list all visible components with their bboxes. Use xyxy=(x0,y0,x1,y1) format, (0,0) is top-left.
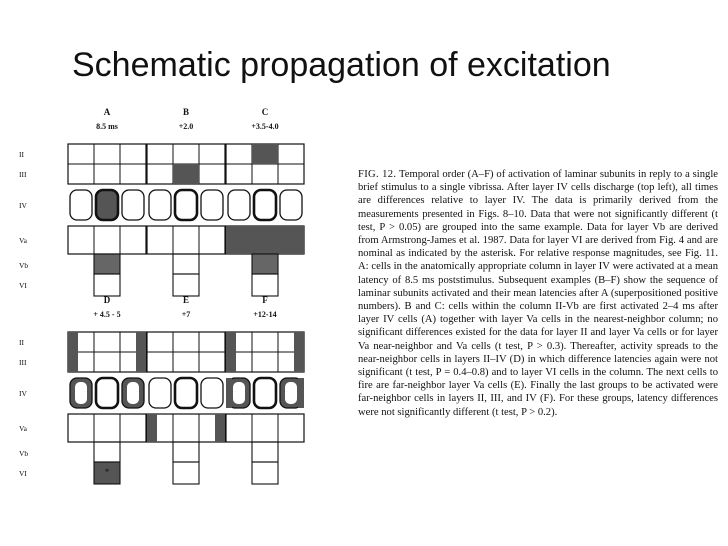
panel-time: + 4.5 - 5 xyxy=(93,310,121,319)
layer-va-block xyxy=(147,414,225,442)
activated-cell xyxy=(226,332,236,372)
layer-label-iv: IV xyxy=(19,389,27,398)
activated-cell xyxy=(252,226,278,254)
layer-label-iii: III xyxy=(19,358,27,367)
panel-letter: E xyxy=(182,295,190,305)
activated-cell xyxy=(298,378,304,408)
panel-letter: F xyxy=(262,295,268,305)
activated-cell xyxy=(173,164,199,184)
layer-vb-cell xyxy=(94,254,120,274)
layer-label-vi: VI xyxy=(19,281,27,290)
activated-cell xyxy=(226,378,232,408)
layer-iv-barrel xyxy=(228,190,250,220)
layer-vi-cell xyxy=(173,274,199,296)
panel-time: +7 xyxy=(181,310,191,319)
layer-vb-cell xyxy=(173,254,199,274)
layer-iv-barrel xyxy=(175,190,197,220)
layer-label-ii: II xyxy=(19,338,24,347)
panel-time: +12-14 xyxy=(253,310,277,319)
barrel-core xyxy=(127,382,139,404)
layer-label-vi: VI xyxy=(19,469,27,478)
activated-cell xyxy=(226,226,252,254)
layer-iv-barrel xyxy=(254,378,276,408)
layer-iv-barrel xyxy=(70,190,92,220)
layer-iv-barrel xyxy=(175,378,197,408)
layer-iv-barrel xyxy=(280,190,302,220)
activated-cell xyxy=(278,226,304,254)
panel-letter: B xyxy=(182,107,190,117)
layer-va-block xyxy=(147,226,225,254)
layer-vi-cell xyxy=(252,462,278,484)
layer-vb-cell xyxy=(252,254,278,274)
layer-iv-barrel xyxy=(201,190,223,220)
layer-label-va: Va xyxy=(19,236,27,245)
barrel-core xyxy=(75,382,87,404)
layer-iv-barrel xyxy=(149,190,171,220)
panel-time: 8.5 ms xyxy=(96,122,118,131)
layer-vb-cell xyxy=(252,442,278,462)
layer-vi-cell xyxy=(252,274,278,296)
panel-time: +2.0 xyxy=(178,122,194,131)
figure-caption xyxy=(358,168,718,419)
barrel-core xyxy=(285,382,297,404)
activated-cell xyxy=(215,414,225,442)
barrel-core xyxy=(233,382,245,404)
activated-cell xyxy=(136,332,146,372)
layer-iv-barrel xyxy=(201,378,223,408)
layer-iv-barrel xyxy=(254,190,276,220)
activated-cell xyxy=(147,414,157,442)
layer-vi-cell xyxy=(173,462,199,484)
layer-va-block xyxy=(68,226,146,254)
layer-vb-cell xyxy=(94,442,120,462)
layer-label-ii: II xyxy=(19,150,24,159)
layer-label-va: Va xyxy=(19,424,27,433)
caption-head: FIG. 12. xyxy=(358,169,397,180)
layer-iv-barrel xyxy=(96,190,118,220)
caption-text: Temporal order (A–F) of activation of laminar subunits in reply to a single brief stimulus to a single vibrissa. After layer IV cells discharge (top left), all times are differences relative to layer IV. The data is primarily derived from the measurements presented in Figs. 8–10. Data that were not significantly different (t test, P > 0.05) are grouped into the same example. Data for layer Vb are derived from Armstrong-James et al. 1987. Data for layer VI are derived from Fig. 4 and are nominal as indicated by the asterisk. For relative response magnitudes, see Fig. 11. A: cells in the anatomically appropriate column in layer IV were activated at a mean latency of 8.5 ms poststimulus. Subsequent examples (B–F) show the sequence of laminar subunits activated and their mean latencies after A (superpositioned positive numbers). B and C: cells within the column II-Vb are first activated 2–4 ms after layer IV cells (A) together with layer Va cells in the nearest-neighbor column; no significant differences existed for the data for layer II and layer Va cells or for layer Va near-neighbor and Va cells (t test, P > 0.3). Thereafter, activity spreads to the near-neighbor cells in layers II–IV (D) in which difference latencies again were not significant (t test, P = 0.4–0.8) and to layer VI cells in the column. The next cells to fire are far-neighbor layer Va cells (E). Finally the last groups to be activated were far-neighbor cells in layers II, III, and IV (F). For these groups, latency differences were not significantly different (t test, P > 0.2). xyxy=(358,169,718,418)
activated-cell xyxy=(252,144,278,164)
panel-letter: C xyxy=(261,107,269,117)
activated-cell xyxy=(68,332,78,372)
panel-time: +3.5-4.0 xyxy=(251,122,279,131)
layer-label-vb: Vb xyxy=(19,449,29,458)
layer-label-vb: Vb xyxy=(19,261,29,270)
slide-title: Schematic propagation of excitation xyxy=(72,46,611,84)
layer-va-block xyxy=(226,414,304,442)
layer-label-iii: III xyxy=(19,170,27,179)
layer-iv-barrel xyxy=(96,378,118,408)
layer-vi-cell xyxy=(94,274,120,296)
activated-cell xyxy=(294,332,304,372)
panel-letter: D xyxy=(103,295,111,305)
layer-va-block xyxy=(68,414,146,442)
layer-label-iv: IV xyxy=(19,201,27,210)
layer-vb-cell xyxy=(173,442,199,462)
layer-iv-barrel xyxy=(122,190,144,220)
asterisk-mark: * xyxy=(104,467,110,477)
panel-letter: A xyxy=(103,107,111,117)
layer-iv-barrel xyxy=(149,378,171,408)
